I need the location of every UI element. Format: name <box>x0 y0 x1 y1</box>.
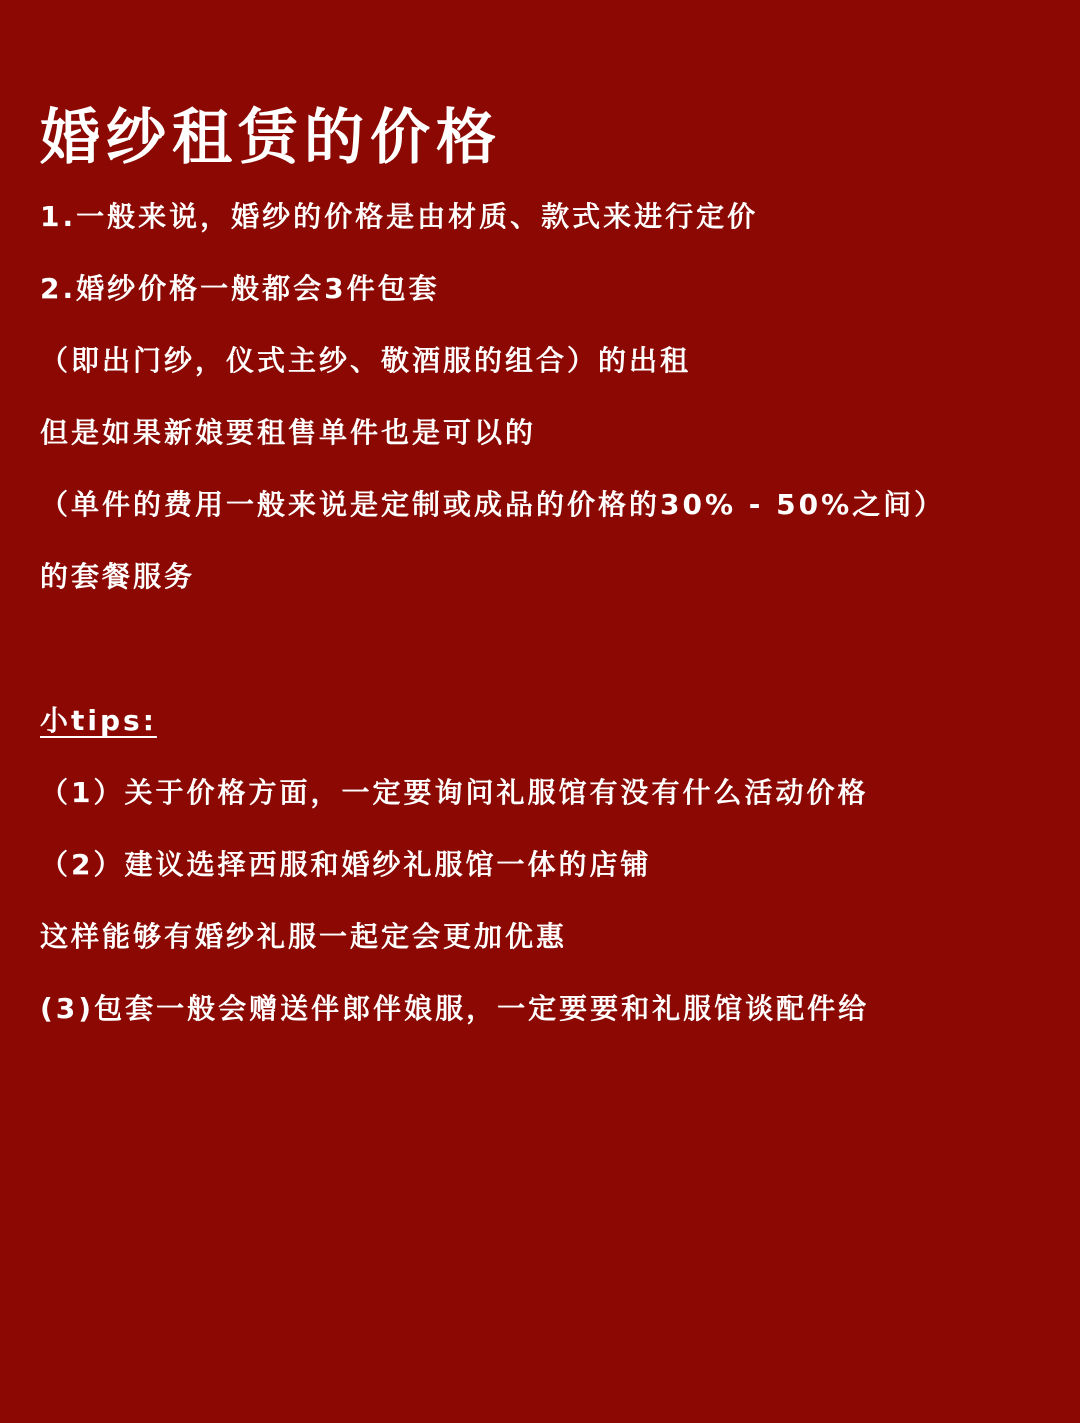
text-line-2: 2.婚纱价格一般都会3件包套 <box>40 272 440 305</box>
text-line-5: （单件的费用一般来说是定制或成品的价格的30% - 50%之间） <box>40 488 946 521</box>
text-line-6: 的套餐服务 <box>40 560 196 593</box>
text-line-4: 但是如果新娘要租售单件也是可以的 <box>40 416 537 449</box>
text-line-3: （即出门纱，仪式主纱、敬酒服的组合）的出租 <box>40 344 692 377</box>
tip-line-2: （2）建议选择西服和婚纱礼服馆一体的店铺 <box>40 848 652 881</box>
tip-line-3: 这样能够有婚纱礼服一起定会更加优惠 <box>40 920 568 953</box>
tip-line-4: (3)包套一般会赠送伴郎伴娘服，一定要要和礼服馆谈配件给 <box>40 992 870 1025</box>
tips-heading: 小tips: <box>40 704 157 737</box>
page-title: 婚纱租赁的价格 <box>40 103 502 173</box>
tip-line-1: （1）关于价格方面，一定要询问礼服馆有没有什么活动价格 <box>40 776 869 809</box>
text-line-1: 1.一般来说，婚纱的价格是由材质、款式来进行定价 <box>40 200 759 233</box>
